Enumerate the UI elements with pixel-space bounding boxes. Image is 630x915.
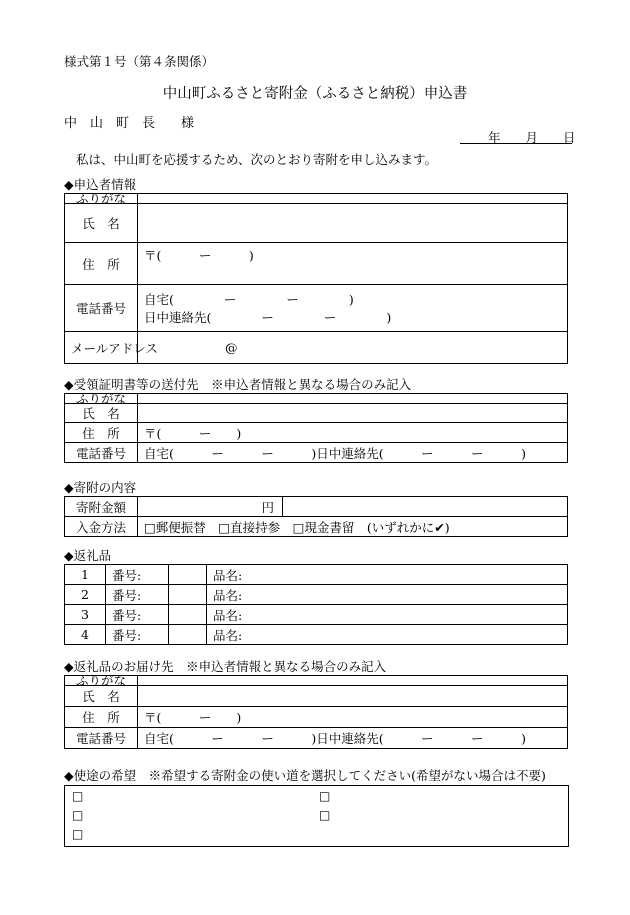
gifts-table	[64, 564, 568, 645]
phone-home: 自宅( ー ー )	[144, 292, 354, 307]
usage-checkbox-5[interactable]: □	[72, 827, 84, 841]
gift-number-field[interactable]	[169, 605, 207, 625]
applicant-phone-row	[65, 285, 568, 332]
gift-row	[65, 605, 568, 625]
applicant-table	[64, 193, 568, 364]
applicant-email-row	[65, 332, 568, 364]
delivery-name-field[interactable]	[138, 686, 568, 707]
gift-item-label: 品名:	[213, 627, 243, 643]
furigana-label: ふりがな	[65, 194, 138, 204]
address-label: 住 所	[65, 243, 138, 285]
gift-row-no: 4	[65, 625, 106, 645]
certificate-address-field[interactable]: 〒( ー )	[138, 423, 568, 443]
gift-row	[65, 625, 568, 645]
gift-item-field[interactable]	[207, 605, 568, 625]
gift-row-no: 3	[65, 605, 106, 625]
delivery-name-row	[65, 686, 568, 707]
delivery-phone-field[interactable]: 自宅( ー ー )日中連絡先( ー ー )	[138, 728, 568, 749]
applicant-name-row	[65, 204, 568, 243]
applicant-address-row	[65, 243, 568, 285]
usage-checkbox-1[interactable]: □	[72, 789, 84, 803]
certificate-phone-row	[65, 443, 568, 463]
donation-heading: ◆寄附の内容	[64, 480, 137, 495]
delivery-furigana-row	[65, 676, 568, 686]
gift-row-no: 2	[65, 585, 106, 605]
gift-number-field[interactable]	[169, 565, 207, 585]
delivery-address-row	[65, 707, 568, 728]
gift-number-label: 番号:	[106, 605, 169, 625]
phone-daytime: 日中連絡先( ー ー )	[144, 310, 392, 325]
delivery-phone-row	[65, 728, 568, 749]
delivery-address-field[interactable]: 〒( ー )	[138, 707, 568, 728]
certificate-furigana-field[interactable]	[138, 394, 568, 404]
phone-label: 電話番号	[65, 285, 138, 332]
applicant-furigana-row	[65, 194, 568, 204]
donation-payment-row	[65, 517, 568, 537]
amount-unit: 円	[261, 499, 274, 515]
form-title: 中山町ふるさと寄附金（ふるさと納税）申込書	[162, 86, 468, 102]
donation-amount-row	[65, 497, 568, 517]
donation-table	[64, 496, 568, 537]
certificate-table	[64, 393, 568, 463]
usage-checkbox-4[interactable]: □	[319, 808, 331, 822]
address-label: 住 所	[65, 707, 138, 728]
usage-box	[64, 785, 569, 847]
certificate-name-field[interactable]	[138, 404, 568, 423]
gift-row	[65, 585, 568, 605]
intro-text: 私は、中山町を応援するため、次のとおり寄附を申し込みます。	[76, 152, 438, 167]
applicant-phone-field[interactable]	[138, 285, 568, 332]
gift-item-field[interactable]	[207, 565, 568, 585]
name-label: 氏 名	[65, 204, 138, 243]
amount-blank	[283, 497, 568, 517]
certificate-furigana-row	[65, 394, 568, 404]
date-underline	[460, 143, 572, 144]
name-label: 氏 名	[65, 404, 138, 423]
payment-options[interactable]: □郵便振替 □直接持参 □現金書留 (いずれかに✔)	[138, 517, 568, 537]
delivery-heading: ◆返礼品のお届け先 ※申込者情報と異なる場合のみ記入	[64, 659, 387, 674]
gifts-heading: ◆返礼品	[64, 548, 112, 563]
applicant-email-field[interactable]: @	[138, 332, 568, 364]
gift-item-label: 品名:	[213, 587, 243, 603]
gift-number-label: 番号:	[106, 625, 169, 645]
gift-item-field[interactable]	[207, 585, 568, 605]
gift-item-field[interactable]	[207, 625, 568, 645]
gift-number-label: 番号:	[106, 565, 169, 585]
gift-number-field[interactable]	[169, 625, 207, 645]
applicant-address-field[interactable]: 〒( ー )	[138, 243, 568, 285]
date-line[interactable]: 年 月 日	[488, 130, 576, 145]
payment-label: 入金方法	[65, 517, 138, 537]
certificate-phone-field[interactable]: 自宅( ー ー )日中連絡先( ー ー )	[138, 443, 568, 463]
applicant-name-field[interactable]	[138, 204, 568, 243]
addressee: 中 山 町 長 様	[64, 116, 195, 131]
gift-row	[65, 565, 568, 585]
phone-label: 電話番号	[65, 443, 138, 463]
phone-label: 電話番号	[65, 728, 138, 749]
gift-row-no: 1	[65, 565, 106, 585]
gift-item-label: 品名:	[213, 607, 243, 623]
address-label: 住 所	[65, 423, 138, 443]
furigana-label: ふりがな	[65, 394, 138, 404]
usage-heading: ◆使途の希望 ※希望する寄附金の使い道を選択してください(希望がない場合は不要)	[64, 768, 546, 783]
delivery-table	[64, 675, 568, 749]
usage-checkbox-2[interactable]: □	[319, 789, 331, 803]
form-number: 様式第１号（第４条関係）	[64, 54, 215, 69]
certificate-name-row	[65, 404, 568, 423]
applicant-heading: ◆申込者情報	[64, 177, 137, 192]
furigana-label: ふりがな	[65, 676, 138, 686]
amount-field[interactable]	[138, 497, 283, 517]
certificate-heading: ◆受領証明書等の送付先 ※申込者情報と異なる場合のみ記入	[64, 377, 412, 392]
delivery-furigana-field[interactable]	[138, 676, 568, 686]
applicant-furigana-field[interactable]	[138, 194, 568, 204]
name-label: 氏 名	[65, 686, 138, 707]
email-label: メールアドレス	[65, 332, 138, 364]
gift-number-label: 番号:	[106, 585, 169, 605]
usage-checkbox-3[interactable]: □	[72, 808, 84, 822]
certificate-address-row	[65, 423, 568, 443]
amount-label: 寄附金額	[65, 497, 138, 517]
gift-number-field[interactable]	[169, 585, 207, 605]
gift-item-label: 品名:	[213, 567, 243, 583]
